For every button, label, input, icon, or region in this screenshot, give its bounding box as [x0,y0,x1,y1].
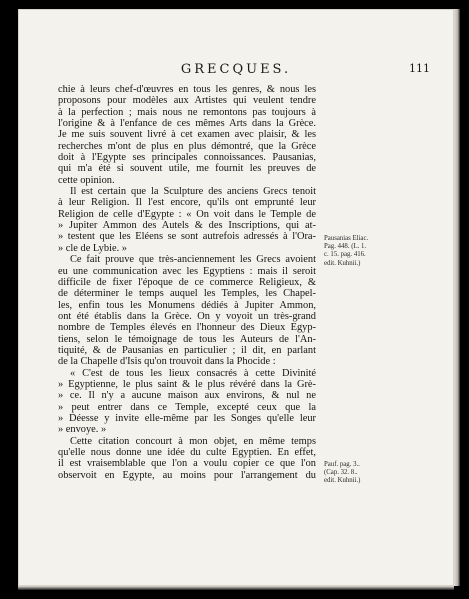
text-line: nombre de Temples élevés en l'honneur des Dieux Egyp- [58,322,316,334]
text-line: recherches m'ont de plus en plus démontré, que la Grèce [58,140,316,152]
margin-note [324,235,392,268]
text-line: chie à leurs chef-d'œuvres en tous les genres, & nous les [58,84,316,95]
text-line: Cette citation concourt à mon objet, en même temps [70,435,316,447]
margin-note-line: Pag. 448. (L. 1. [324,243,367,251]
text-line: de déterminer le temps auquel les Temples, les Chapel- [58,288,316,300]
text-line: tiens, selon le témoignage de tous les Auteurs de l'An- [58,333,316,345]
text-line: l'origine & à l'enfance de ces mêmes Arts dans la Grèce. [58,118,316,130]
page-number: 111 [409,62,430,75]
body-text [58,84,316,481]
text-line: de la Chapelle d'Isis qu'on trouvoit dans la Phocide : [58,356,276,368]
text-line: tiquité, & de Pausanias en particulier ; il dit, en parlant [58,344,316,356]
margin-note-line: edit. Kuhnii.) [324,259,361,267]
text-line: eu une communication avec les Egyptiens : mais il seroit [58,265,316,277]
text-line: » envoye. » [58,424,107,436]
margin-note-line: (Cap. 32. 8.. [324,469,358,477]
page-edge-right [454,9,460,586]
text-line: qu'elle nous donne une idée du culte Egyptien. En effet, [58,447,316,458]
margin-note-line: c. 15. pag. 416. [324,251,366,259]
text-line: ont été établis dans la Grèce. On y voyoit un très-grand [58,310,316,322]
margin-note [324,461,392,486]
text-line: difficile de fixer l'époque de ce commerce Religieux, & [58,276,316,288]
text-line: cette opinion. [58,174,115,186]
text-line: » Jupiter Ammon des Autels & des Inscriptions, qui at- [58,220,316,232]
text-line: les, enfin tous les Monumens dédiés à Jupiter Ammon, [58,299,316,311]
margin-note-line: Pauf. pag. 3.. [324,461,360,468]
text-line: » peut entrer dans ce Temple, excepté ceux que la [58,401,316,413]
margin-note-line: Pausanias Eliac. [324,235,369,242]
text-line: à la perfection ; mais nous ne remontons pas toujours à [58,106,316,118]
text-line: Ce fait prouve que très-anciennement les Grecs avoient [70,254,316,266]
text-line: » Déesse y invite elle-même par les Songes qu'elle leur [58,412,316,424]
text-line: Je me suis souvent livré à cet examen avec plaisir, & les [58,129,316,141]
text-line: » testent que les Eléens se sont autrefois adressés à l'Ora- [58,231,316,243]
text-line: » ce. Il n'y a aucune maison aux environs, & nul ne [58,390,316,402]
text-line: qui m'a été si souvent utile, me fournit les preuves de [58,163,316,175]
text-line: doit à l'Egypte ses principales connoissances. Pausanias, [58,152,316,164]
text-line: Il est certain que la Sculpture des anciens Grecs tenoit [70,186,316,198]
running-head [18,62,454,80]
text-line: Religion de celle d'Egypte : « On voit dans le Temple de [58,208,316,220]
text-line: » cle de Lybie. » [58,242,127,254]
text-line: il est vraisemblable que l'on a voulu copier ce que l'on [58,458,316,470]
page-edge-bottom [18,586,454,590]
book-page [18,9,454,586]
margin-note-line: edit. Kuhnii.) [324,477,361,485]
text-line: » Egyptienne, le plus saint & le plus révéré dans la Grè- [58,378,316,390]
text-line: à leur Religion. Il l'est encore, qu'ils ont emprunté leur [58,197,316,209]
text-line: observoit en Egypte, au moins pour l'arrangement du [58,469,316,481]
text-line: proposons pour modèles aux Artistes qui veulent tendre [58,95,316,107]
text-line: « C'est de tous les lieux consacrés à cette Divinité [70,367,316,379]
running-title: GRECQUES. [180,62,292,77]
